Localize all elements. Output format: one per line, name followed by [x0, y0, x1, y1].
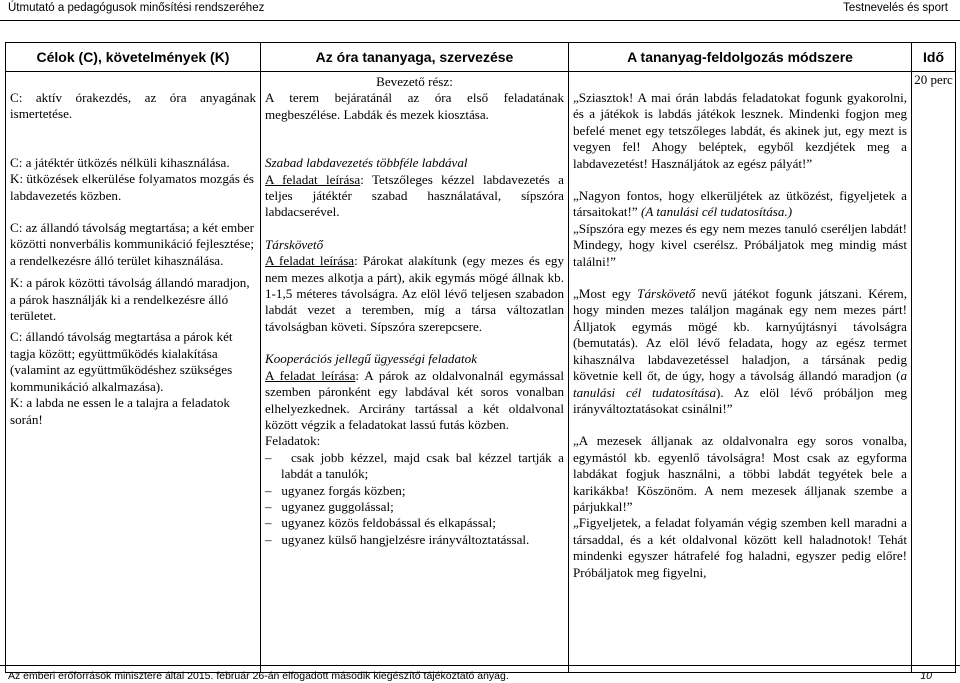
list-item: – ugyanez külső hangjelzésre irányváltoztatással. — [265, 531, 530, 547]
list-item: – ugyanez közös feldobással és elkapással; — [265, 515, 496, 531]
method-text: „Nagyon fontos, hogy elkerüljétek az ütközést, figyeljetek a társaitokat!” (A tanulási cél tudatosítása.) — [573, 188, 907, 220]
goal-text: K: a labda ne essen le a talajra a feladatok során! — [10, 395, 230, 427]
section-title: Szabad labdavezetés többféle labdával — [265, 155, 468, 171]
lesson-plan-table — [5, 42, 956, 673]
col-header-goals: Célok (C), követelmények (K) — [6, 43, 261, 72]
page-header — [0, 0, 960, 21]
method-text: „A mezesek álljanak az oldalvonalra egy soros vonalba, egymástól kb. egyenlő távolságra! Most csak az egyforma labdákat fogjuk használni, a többi labdát tegyétek bele a karikákba! Köszönöm. A nem mezesek álljanak szembe a párjukkal!” — [573, 433, 907, 514]
table-header-row — [6, 43, 956, 72]
content-cell — [261, 72, 569, 673]
goal-text: C: aktív órakezdés, az óra anyagának ismertetése. — [10, 90, 256, 122]
intro-text: A terem bejáratánál az óra első feladatának megbeszélése. Labdák és mezek kiosztása. — [265, 90, 564, 122]
header-title: Útmutató a pedagógusok minősítési rendszeréhez — [8, 2, 265, 14]
method-text: „Figyeljetek, a feladat folyamán végig szemben kell maradni a társaddal, és a két oldalvonal között kell haladnotok! Tehát mindenki egyszer hátrafelé fog haladni, egyszer pedig előre! Próbáljatok meg figyelni, — [573, 515, 907, 580]
tasks-label: Feladatok: — [265, 433, 321, 449]
time-cell: 20 perc — [912, 72, 956, 673]
method-text: „Sípszóra egy mezes és egy nem mezes tanuló cseréljen labdát! Mindegy, hogy kivel cserélsz. Próbáljatok meg mindig mást találni!” — [573, 220, 907, 269]
list-item: – csak jobb kézzel, majd csak bal kézzel tartják a labdát a tanulók; — [265, 449, 564, 482]
goal-text: K: ütközések elkerülése folyamatos mozgás és labdavezetés közben. — [10, 171, 254, 203]
footer-note: Az emberi erőforrások minisztere által 2015. február 26-án elfogadott második kiegészítő tájékoztató anyag. — [8, 670, 509, 682]
method-cell — [569, 72, 912, 673]
col-header-time: Idő — [912, 43, 956, 72]
col-header-method: A tananyag-feldolgozás módszere — [569, 43, 912, 72]
list-item: – ugyanez forgás közben; — [265, 482, 406, 498]
goal-text: C: az állandó távolság megtartása; a két ember közötti nonverbális kommunikáció fejlesztése; a rendelkezésre álló terület kihasználása. — [10, 220, 254, 268]
page-number: 10 — [920, 670, 932, 682]
header-subject: Testnevelés és sport — [843, 2, 948, 14]
section-text: A feladat leírása: A párok az oldalvonalnál egymással szemben páronként egy labdával két soros vonalban elhelyezkednek. Arcirány tartással a két oldalvonal között végzik a feladatokat lassú futás közben. — [265, 367, 564, 432]
goals-cell — [6, 72, 261, 673]
section-text: A feladat leírása: Tetszőleges kézzel labdavezetés a teljes játéktér szabad használatával, sípszóra labdacserével. — [265, 171, 564, 220]
intro-title: Bevezető rész: — [376, 74, 453, 89]
table-row — [6, 72, 956, 673]
method-text: „Most egy Társkövető nevű játékot fogunk játszani. Kérem, hogy minden mezes találjon magának egy nem mezes párt! Álljatok egymás mögé kb. karnyújtásnyi távolságra (bemutatás). Az elöl lévő feladata, hogy az egész termet kihasználva labdavezetéssel haladjon, a társának pedig követnie kell őt, de úgy, hogy a távolság állandó maradjon (a tanulási cél tudatosítása). Az elöl lévő próbáljon meg irányváltoztatásokat csinálni!” — [573, 286, 908, 416]
list-item: – ugyanez guggolással; — [265, 498, 394, 514]
section-title: Kooperációs jellegű ügyességi feladatok — [265, 351, 477, 367]
goal-text: C: a játéktér ütközés nélküli kihasználása. — [10, 154, 230, 170]
page-footer — [0, 665, 960, 682]
goal-text: K: a párok közötti távolság állandó maradjon, a párok használják ki a rendelkezésre álló területet. — [10, 275, 250, 324]
method-text: „Sziasztok! A mai órán labdás feladatokat fogunk gyakorolni, és a játékok is labdás játékok lesznek. Mindenki fogjon meg befelé menet egy tetszőleges labdát, és akinek jut, egy mezt is vegyen fel! Ahogy beléptek, egyből kezdjétek meg a labdavezetést! Használjátok az egész pályát!” — [573, 90, 907, 171]
goal-text: C: állandó távolság megtartása a párok két tagja között; együttműködés kialakítása (valamint az együttműködéshez szükséges kommunikáció alkalmazása). — [10, 329, 233, 394]
section-title: Társkövető — [265, 236, 324, 252]
col-header-content: Az óra tananyaga, szervezése — [261, 43, 569, 72]
section-text: A feladat leírása: Párokat alakítunk (egy mezes és egy nem mezes alkotja a párt), akik egymás mögé állnak kb. 1-1,5 méteres távolságra. Az elöl lévő teljesen szabadon labdát vezet a teremben, míg a társa változatlan távolságban követi. Sípszóra szerepcsere. — [265, 253, 564, 334]
